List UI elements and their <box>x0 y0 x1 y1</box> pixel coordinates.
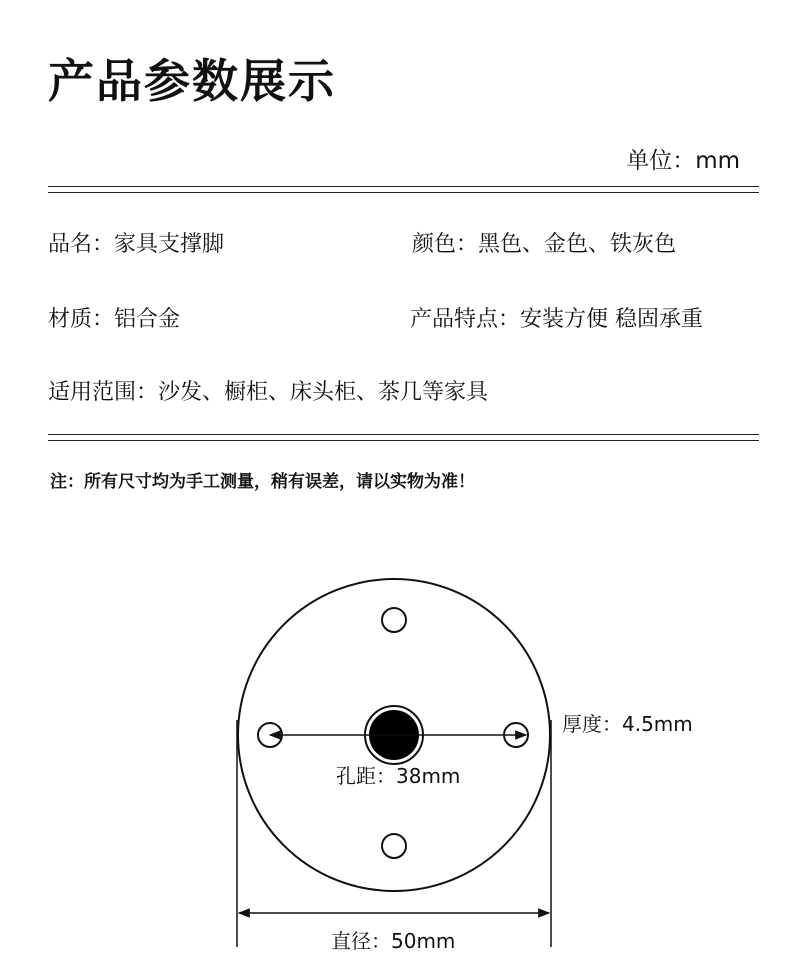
diameter-label: 直径：50mm <box>331 929 456 953</box>
page-title: 产品参数展示 <box>48 54 336 108</box>
mount-hole-top <box>382 608 406 632</box>
spec-usage: 适用范围：沙发、橱柜、床头柜、茶几等家具 <box>48 380 489 405</box>
unit-label: 单位：mm <box>626 148 740 174</box>
thickness-label: 厚度：4.5mm <box>562 712 693 736</box>
measurement-note: 注：所有尺寸均为手工测量，稍有误差，请以实物为准！ <box>50 472 475 492</box>
hole-spacing-label: 孔距：38mm <box>336 764 461 788</box>
spec-features: 产品特点：安装方便 稳固承重 <box>410 307 703 332</box>
mount-hole-bottom <box>382 834 406 858</box>
spec-name: 品名：家具支撑脚 <box>48 232 225 257</box>
spec-color: 颜色：黑色、金色、铁灰色 <box>412 232 677 257</box>
spec-material: 材质：铝合金 <box>48 307 181 332</box>
